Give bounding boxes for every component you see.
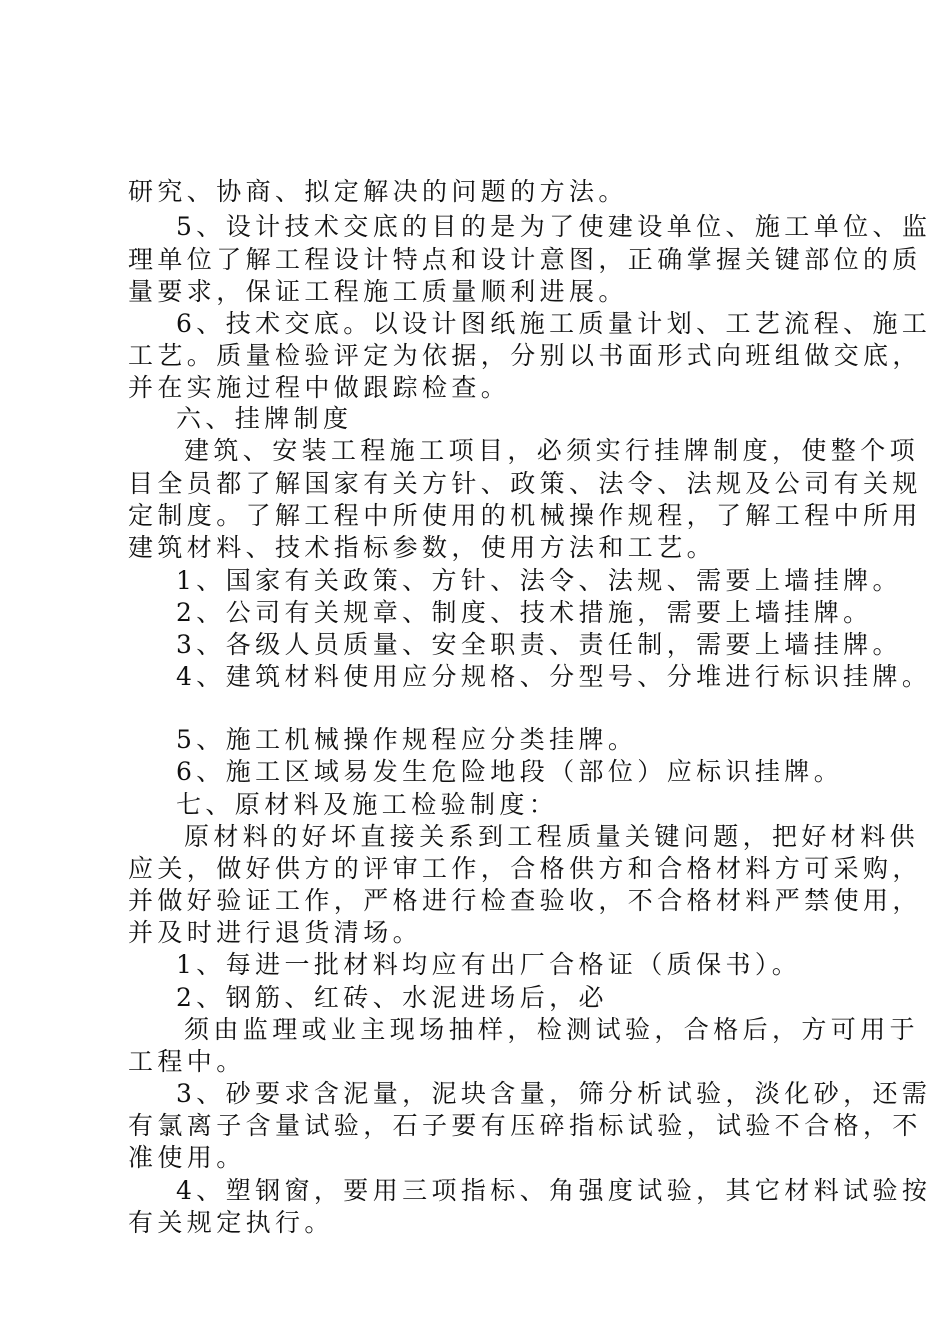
list-item: 1、国家有关政策、方针、法令、法规、需要上墙挂牌。 (176, 566, 902, 595)
paragraph-line: 准使用。 (128, 1143, 246, 1172)
paragraph-line: 建筑、安装工程施工项目，必须实行挂牌制度，使整个项 (184, 436, 920, 465)
list-item: 6、施工区域易发生危险地段（部位）应标识挂牌。 (176, 757, 844, 786)
list-item: 3、砂要求含泥量，泥块含量，筛分析试验，淡化砂，还需 (176, 1079, 932, 1108)
paragraph-line: 5、设计技术交底的目的是为了使建设单位、施工单位、监 (176, 212, 932, 241)
paragraph-line: 并做好验证工作，严格进行检查验收，不合格材料严禁使用， (128, 886, 922, 915)
paragraph-line: 须由监理或业主现场抽样，检测试验，合格后，方可用于 (184, 1015, 920, 1044)
paragraph-line: 6、技术交底。以设计图纸施工质量计划、工艺流程、施工 (176, 309, 932, 338)
paragraph-line: 有氯离子含量试验，石子要有压碎指标试验，试验不合格，不 (128, 1111, 922, 1140)
list-item: 4、塑钢窗，要用三项指标、角强度试验，其它材料试验按 (176, 1176, 932, 1205)
section-heading: 六、挂牌制度 (176, 404, 353, 433)
section-heading: 七、原材料及施工检验制度： (176, 790, 559, 819)
paragraph-line: 量要求，保证工程施工质量顺利进展。 (128, 277, 628, 306)
paragraph-line: 工程中。 (128, 1047, 246, 1076)
list-item: 3、各级人员质量、安全职责、责任制，需要上墙挂牌。 (176, 630, 902, 659)
paragraph-line: 建筑材料、技术指标参数，使用方法和工艺。 (128, 533, 717, 562)
list-item: 2、公司有关规章、制度、技术措施，需要上墙挂牌。 (176, 598, 873, 627)
paragraph-line: 工艺。质量检验评定为依据，分别以书面形式向班组做交底， (128, 341, 922, 370)
list-item: 2、钢筋、红砖、水泥进场后，必 (176, 983, 608, 1012)
paragraph-line: 并在实施过程中做跟踪检查。 (128, 373, 511, 402)
paragraph-line: 目全员都了解国家有关方针、政策、法令、法规及公司有关规 (128, 469, 922, 498)
paragraph-line: 定制度。了解工程中所使用的机械操作规程，了解工程中所用 (128, 501, 922, 530)
list-item: 4、建筑材料使用应分规格、分型号、分堆进行标识挂牌。 (176, 662, 932, 691)
list-item: 1、每进一批材料均应有出厂合格证（质保书）。 (176, 950, 802, 979)
paragraph-line: 并及时进行退货清场。 (128, 918, 423, 947)
paragraph-line: 应关，做好供方的评审工作，合格供方和合格材料方可采购， (128, 854, 922, 883)
paragraph-line: 理单位了解工程设计特点和设计意图，正确掌握关键部位的质 (128, 245, 922, 274)
paragraph-line: 原材料的好坏直接关系到工程质量关键问题，把好材料供 (184, 822, 920, 851)
paragraph-line: 有关规定执行。 (128, 1208, 334, 1237)
paragraph-line: 研究、协商、拟定解决的问题的方法。 (128, 177, 628, 206)
list-item: 5、施工机械操作规程应分类挂牌。 (176, 725, 638, 754)
